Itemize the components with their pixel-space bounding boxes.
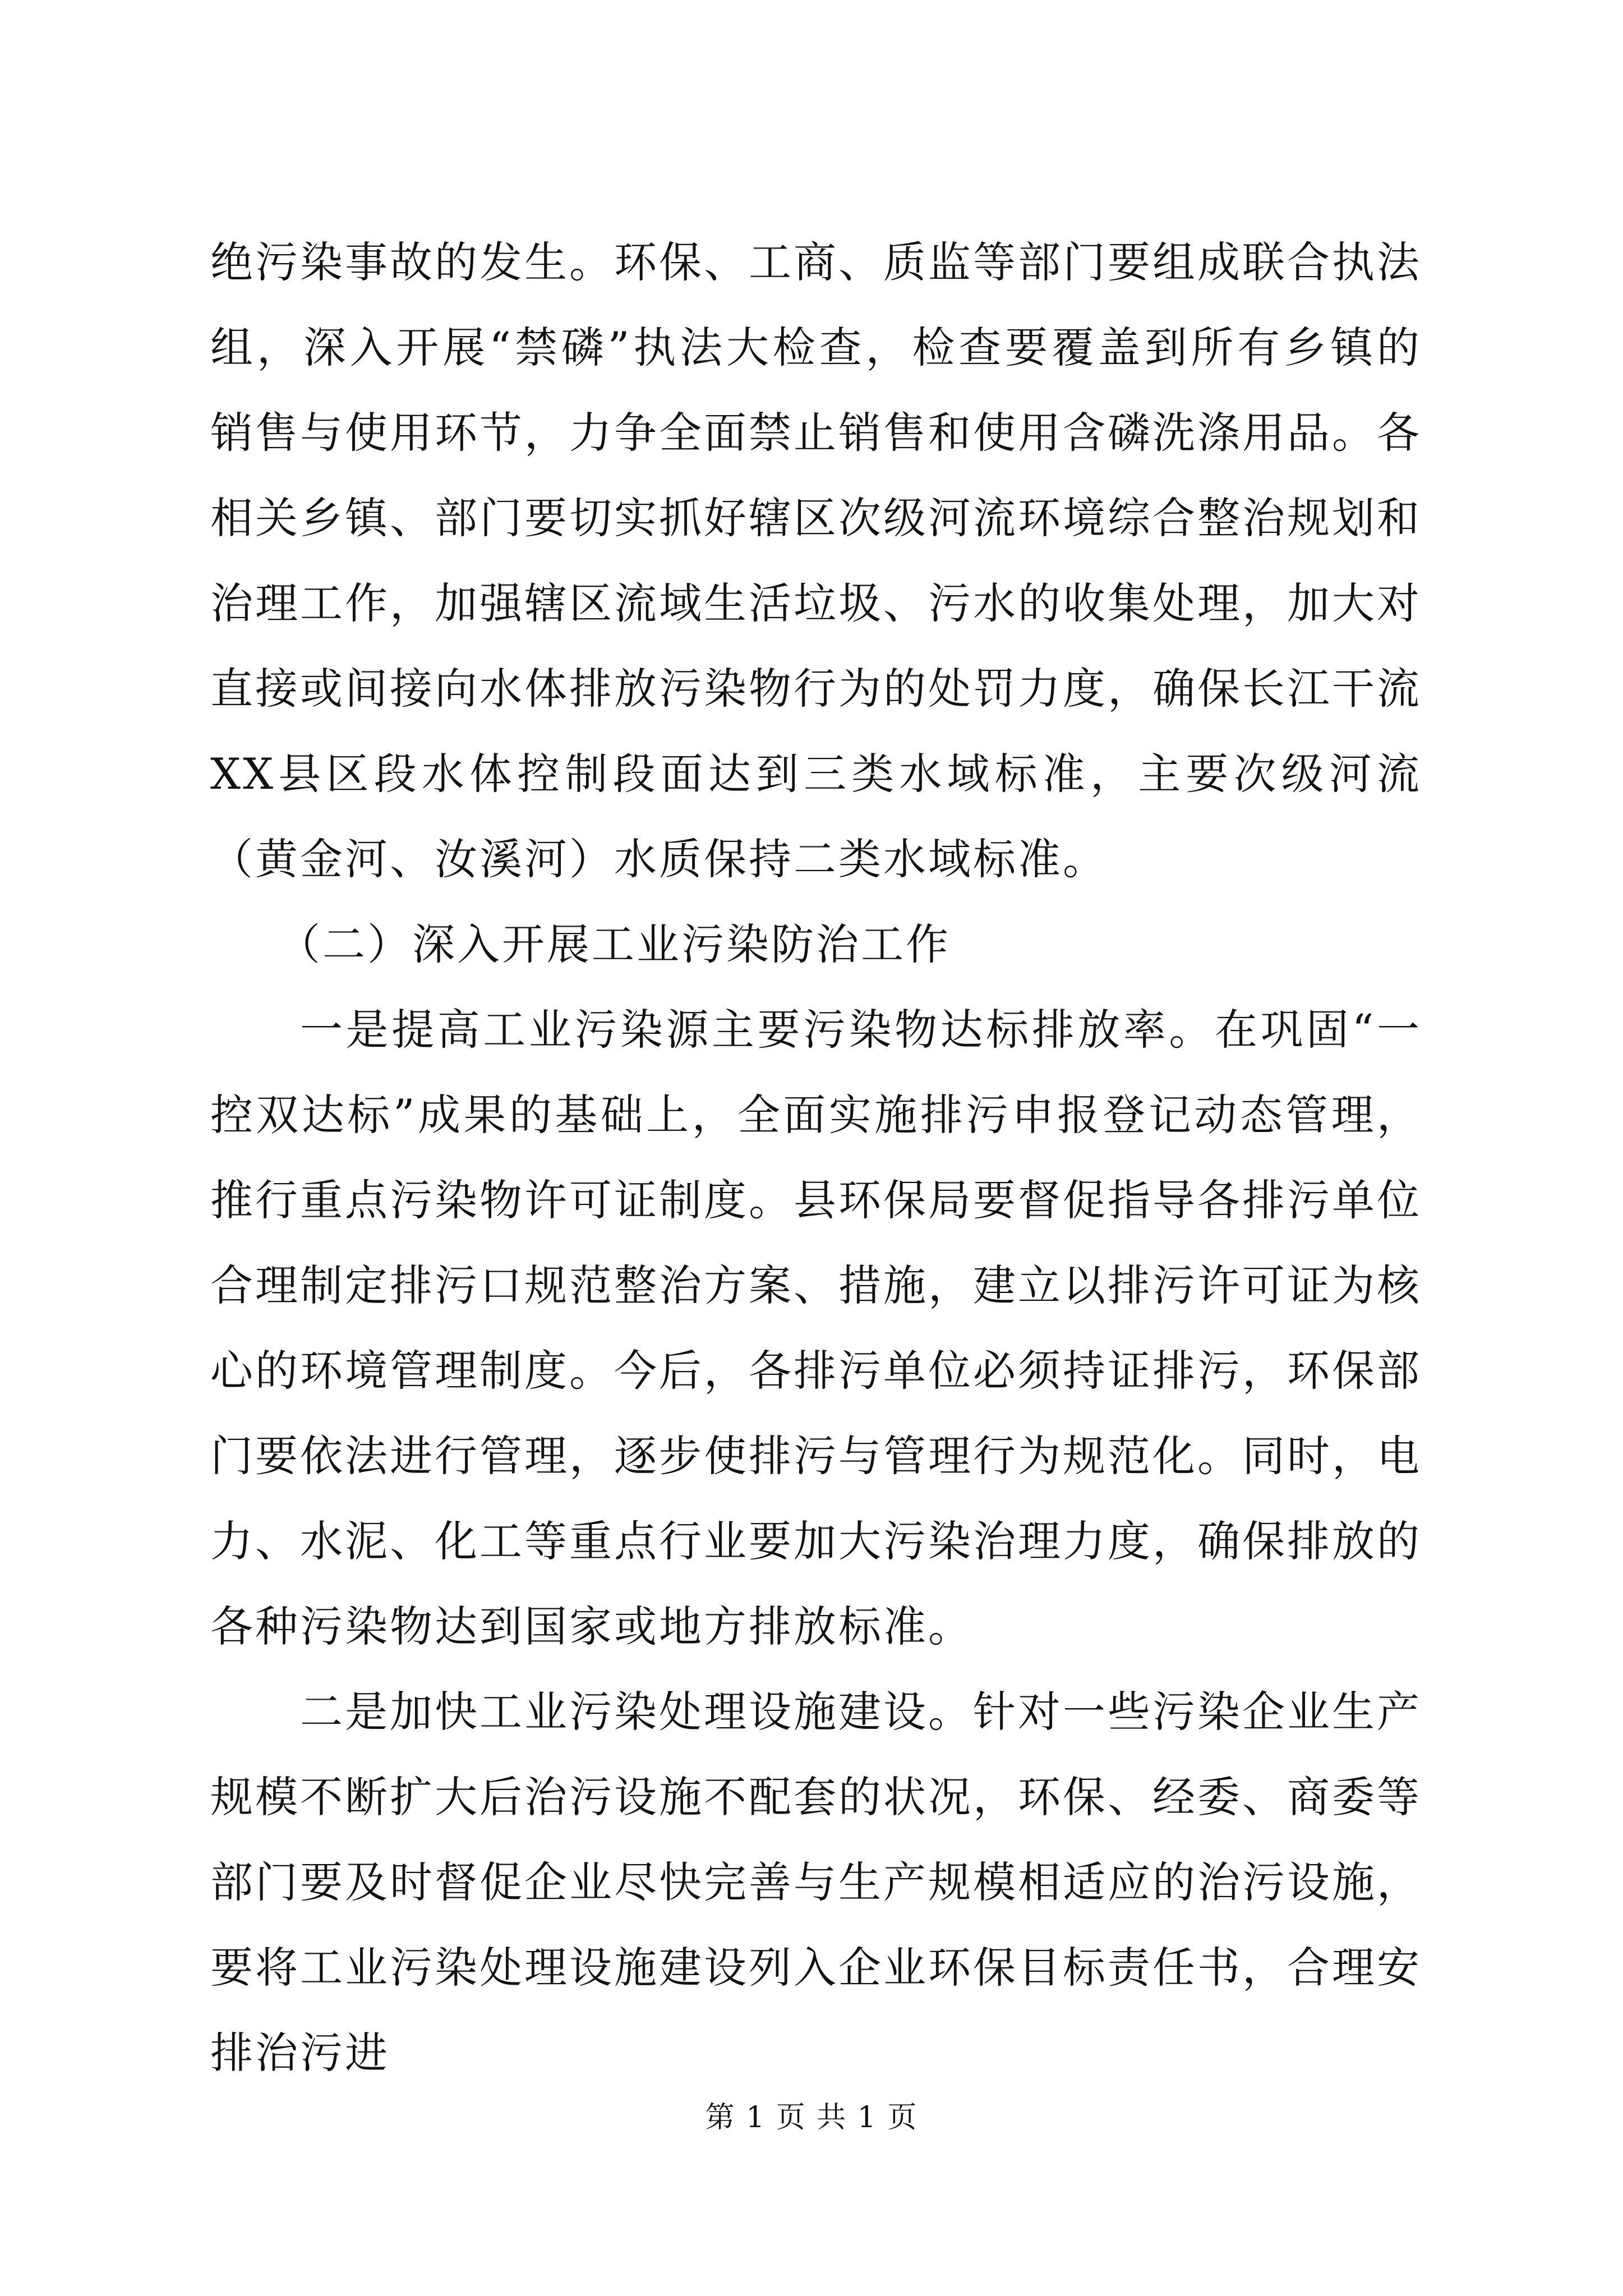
section-heading: （二）深入开展工业污染防治工作	[278, 919, 951, 969]
page-footer: 第 1 页 共 1 页	[705, 2101, 918, 2134]
document-body	[210, 220, 1422, 2096]
paragraph-body: 二是加快工业污染处理设施建设。针对一些污染企业生产规模不断扩大后治污设施不配套的状况，环保、经委、商委等部门要及时督促企业尽快完善与生产规模相适应的治污设施，要将工业污染处理设施建设列入企业环保目标责任书，合理安排治污进	[210, 1687, 1422, 2078]
paragraph-body: 一是提高工业污染源主要污染物达标排放率。在巩固“一控双达标”成果的基础上，全面实施排污申报登记动态管理，推行重点污染物许可证制度。县环保局要督促指导各排污单位合理制定排污口规范整治方案、措施，建立以排污许可证为核心的环境管理制度。今后，各排污单位必须持证排污，环保部门要依法进行管理，逐步使排污与管理行为规范化。同时，电力、水泥、化工等重点行业要加大污染治理力度，确保排放的各种污染物达到国家或地方排放标准。	[210, 1005, 1422, 1651]
paragraph-continuation: 绝污染事故的发生。环保、工商、质监等部门要组成联合执法组，深入开展“禁磷”执法大检查，检查要覆盖到所有乡镇的销售与使用环节，力争全面禁止销售和使用含磷洗涤用品。各相关乡镇、部门要切实抓好辖区次级河流环境综合整治规划和治理工作，加强辖区流域生活垃圾、污水的收集处理，加大对直接或间接向水体排放污染物行为的处罚力度，确保长江干流XX县区段水体控制段面达到三类水域标准，主要次级河流（黄金河、汝溪河）水质保持二类水域标准。	[210, 237, 1422, 884]
